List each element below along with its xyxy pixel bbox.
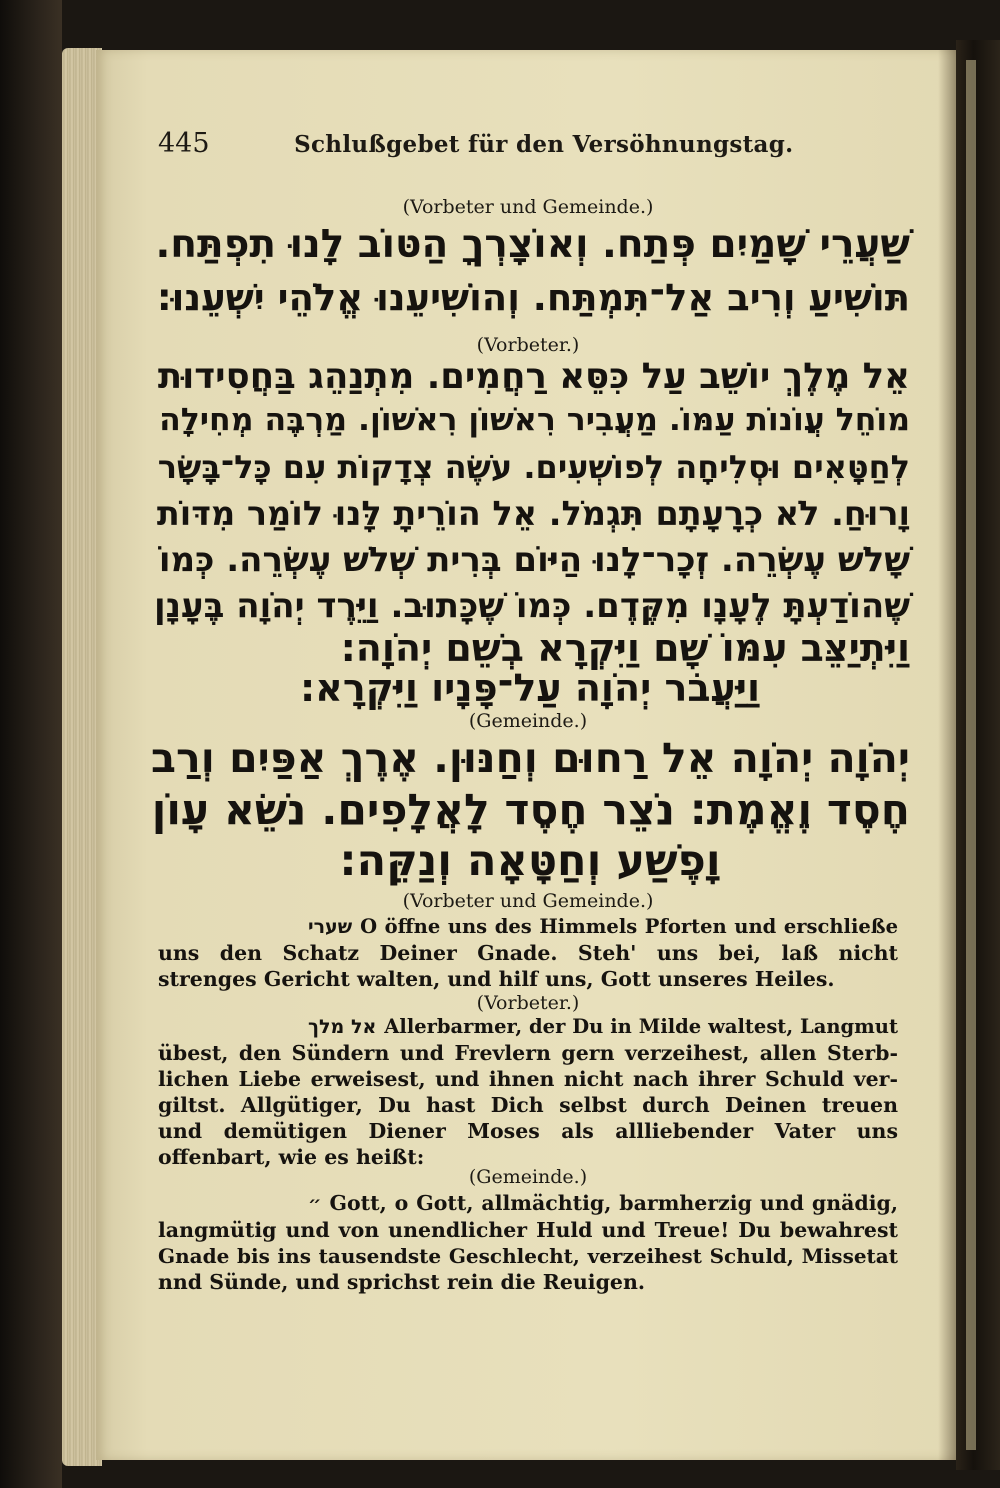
translation-2-line-6: offenbart, wie es heißt: bbox=[158, 1145, 425, 1169]
translation-3-line-1-text: Gott, o Gott, allmächtig, barmherzig und gnädig, bbox=[329, 1191, 898, 1215]
translation-3-label: (Gemeinde.) bbox=[468, 1166, 588, 1188]
translation-1-incipit: שערי bbox=[308, 916, 353, 938]
section-1-hebrew-line-1: שַׁעֲרֵי שָׁמַיִם פְּתַח. וְאוֹצָרְךָ הַטּוֹב לָנוּ תִפְתַּח. bbox=[155, 222, 910, 267]
translation-1-line-2: uns den Schatz Deiner Gnade. Steh' uns bei, laß nicht bbox=[158, 941, 898, 965]
gutter-shadow bbox=[938, 50, 956, 1460]
translation-3-incipit: ״ bbox=[308, 1193, 322, 1215]
section-2-hebrew-center-line: וַיַּעֲבֹר יְהֹוָה עַל־פָּנָיו וַיִּקְרָא: bbox=[299, 666, 761, 710]
section-3-hebrew-center-line: וָפֶשַׁע וְחַטָּאָה וְנַקֵּה: bbox=[339, 836, 721, 886]
book-gutter-right bbox=[956, 40, 1000, 1470]
translation-1-paragraph bbox=[158, 914, 898, 992]
next-page-edge bbox=[966, 60, 976, 1450]
translation-2-line-4: giltst. Allgütiger, Du hast Dich selbst durch Deinen treuen bbox=[158, 1093, 898, 1117]
section-1-label: (Vorbeter und Gemeinde.) bbox=[402, 196, 654, 218]
section-3-label: (Gemeinde.) bbox=[468, 710, 588, 732]
translation-2-incipit: אל מלך bbox=[308, 1016, 377, 1038]
translation-2-line-1 bbox=[158, 1014, 898, 1040]
page-header bbox=[158, 128, 898, 168]
running-title: Schlußgebet für den Versöhnungstag. bbox=[294, 131, 794, 158]
translation-2-label: (Vorbeter.) bbox=[476, 992, 580, 1014]
section-2-hebrew-line-1: אֵל מֶלֶךְ יוֹשֵׁב עַל כִּסֵּא רַחֲמִים. מִתְנַהֵג בַּחֲסִידוּת bbox=[157, 356, 910, 397]
translation-1-line-1-text: O öffne uns des Himmels Pforten und erschließe bbox=[360, 915, 898, 938]
section-2-hebrew-line-6: שֶׁהוֹדַעְתָּ לֶעָנָו מִקֶּדֶם. כְּמוֹ שֶׁכָּתוּב. וַיֵּרֶד יְהֹוָה בֶּעָנָן bbox=[153, 586, 910, 626]
translation-3-line-4: nnd Sünde, und sprichst rein die Reuigen. bbox=[158, 1270, 645, 1294]
translation-3-line-1 bbox=[158, 1190, 898, 1217]
section-2-hebrew-line-3: לְחַטָּאִים וּסְלִיחָה לְפוֹשְׁעִים. עֹשֶׂה צְדָקוֹת עִם כָּל־בָּשָׂר bbox=[157, 448, 910, 486]
translation-1-line-3: strenges Gericht walten, und hilf uns, Gott unseres Heiles. bbox=[158, 967, 835, 991]
book-cover-left bbox=[0, 0, 62, 1488]
translation-3-line-3: Gnade bis ins tausendste Geschlecht, verzeihest Schuld, Missetat bbox=[158, 1244, 898, 1268]
translation-2-line-1-text: Allerbarmer, der Du in Milde waltest, Langmut bbox=[384, 1015, 898, 1038]
translation-3-paragraph bbox=[158, 1190, 898, 1295]
section-2-hebrew-line-5: שָׁלשׁ עֶשְׂרֵה. זְכָר־לָנוּ הַיּוֹם בְּרִית שְׁלשׁ עֶשְׂרֵה. כְּמוֹ bbox=[158, 540, 910, 580]
section-2-hebrew-line-7: וַיִּתְיַצֵּב עִמּוֹ שָׁם וַיִּקְרָא בְשֵׁם יְהֹוָה: bbox=[340, 626, 910, 670]
translation-2-paragraph bbox=[158, 1014, 898, 1170]
section-1-hebrew-line-2: תּוֹשִׁיעַ וְרִיב אַל־תִּמְתַּח. וְהוֹשִׁיעֵנוּ אֱלֹהֵי יִשְׁעֵנוּ: bbox=[156, 276, 910, 319]
section-3-hebrew-line-1: יְהֹוָה יְהֹוָה אֵל רַחוּם וְחַנּוּן. אֶרֶךְ אַפַּיִם וְרַב bbox=[151, 734, 910, 782]
section-2-hebrew-line-2: מוֹחֵל עֲוֹנוֹת עַמּוֹ. מַעֲבִיר רִאשׁוֹן רִאשׁוֹן. מַרְבֶּה מְחִילָה bbox=[159, 402, 910, 438]
page-number: 445 bbox=[158, 128, 210, 159]
translation-1-line-1 bbox=[158, 914, 898, 940]
translation-3-line-2: langmütig und von unendlicher Huld und Treue! Du bewahrest bbox=[158, 1218, 898, 1242]
translation-2-line-5: und demütigen Diener Moses als allliebender Vater uns bbox=[158, 1119, 898, 1143]
translation-1-label: (Vorbeter und Gemeinde.) bbox=[402, 890, 654, 912]
section-3-hebrew-line-2: חֶסֶד וֶאֱמֶת: נֹצֵר חֶסֶד לָאֲלָפִים. נֹשֵׂא עָוֹן bbox=[151, 786, 910, 835]
section-2-label: (Vorbeter.) bbox=[476, 334, 580, 356]
translation-2-line-3: lichen Liebe erweisest, und ihnen nicht nach ihrer Schuld ver- bbox=[158, 1067, 898, 1091]
translation-2-line-2: übest, den Sündern und Frevlern gern verzeihest, allen Sterb- bbox=[158, 1041, 898, 1065]
section-2-hebrew-line-4: וָרוּחַ. לֹא כְרָעָתָם תִּגְמֹל. אֵל הוֹרֵיתָ לָּנוּ לוֹמַר מִדּוֹת bbox=[156, 494, 910, 533]
